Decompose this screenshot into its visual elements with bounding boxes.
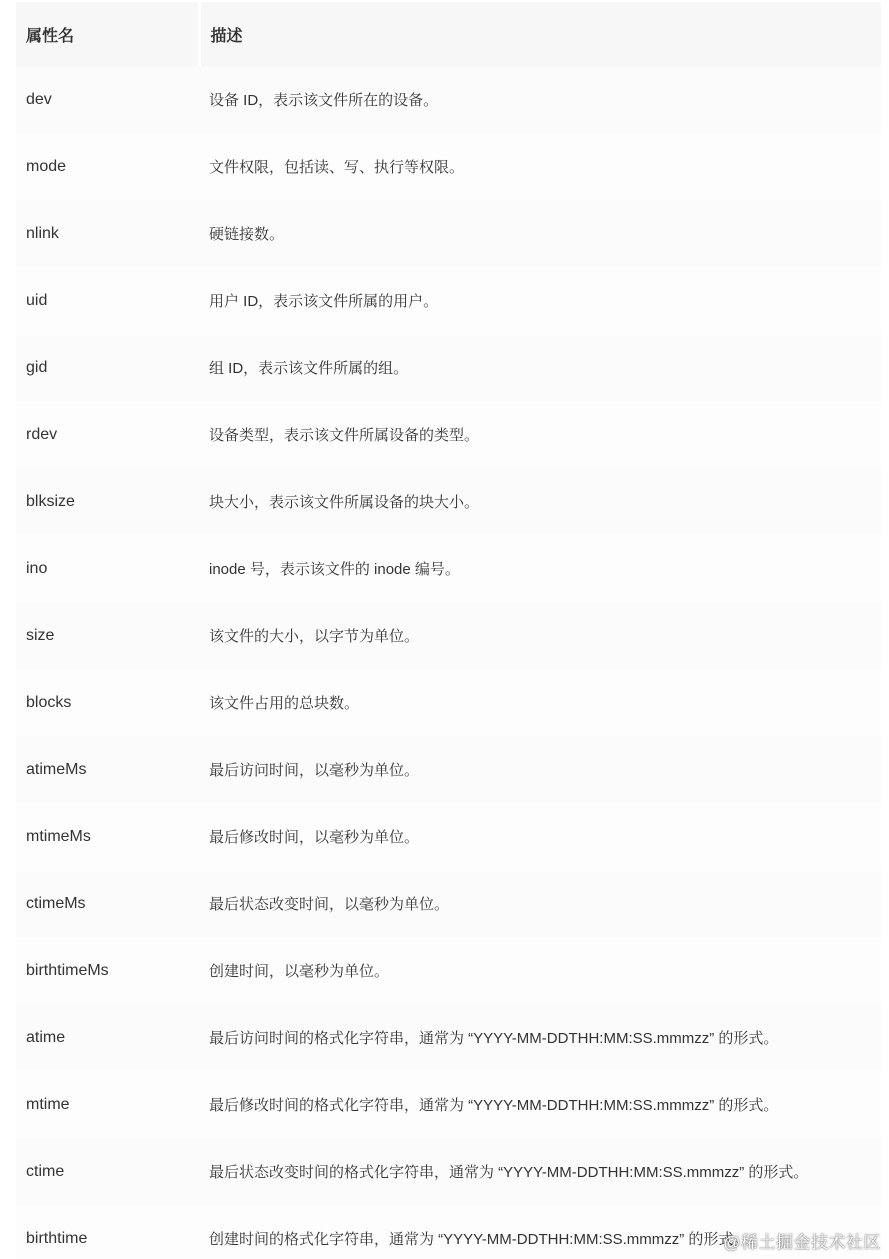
- attribute-name-cell: mtime: [26, 1095, 70, 1113]
- table-row: [16, 133, 881, 200]
- attribute-name-cell: mtimeMs: [26, 827, 91, 845]
- table-row: [16, 66, 881, 133]
- attribute-description-cell: 创建时间，以毫秒为单位。: [209, 963, 390, 980]
- attribute-description-cell: 最后修改时间的格式化字符串，通常为 “YYYY-MM-DDTHH:MM:SS.mmmzz” 的形式。: [209, 1097, 779, 1114]
- attribute-name-cell: ino: [26, 559, 48, 577]
- table-row: [16, 736, 881, 803]
- attribute-description-cell: 该文件占用的总块数。: [209, 695, 360, 712]
- attribute-name-cell: ctimeMs: [26, 894, 86, 912]
- table-header: [16, 2, 881, 66]
- attribute-name-cell: blocks: [26, 693, 72, 711]
- attribute-description-cell: 创建时间的格式化字符串，通常为 “YYYY-MM-DDTHH:MM:SS.mmmzz” 的形式。: [209, 1231, 749, 1248]
- attribute-description-cell: 最后状态改变时间的格式化字符串，通常为 “YYYY-MM-DDTHH:MM:SS.mmmzz” 的形式。: [209, 1164, 809, 1181]
- attribute-description-cell: 文件权限，包括读、写、执行等权限。: [209, 159, 465, 176]
- attribute-name-cell: atime: [26, 1028, 66, 1046]
- attribute-description-cell: 最后访问时间的格式化字符串，通常为 “YYYY-MM-DDTHH:MM:SS.mmmzz” 的形式。: [209, 1030, 779, 1047]
- attribute-description-cell: 最后修改时间，以毫秒为单位。: [209, 829, 420, 846]
- attribute-name-cell: gid: [26, 358, 48, 376]
- attribute-name-cell: birthtimeMs: [26, 961, 109, 979]
- attribute-name-cell: uid: [26, 291, 48, 309]
- attribute-description-cell: inode 号，表示该文件的 inode 编号。: [209, 561, 460, 578]
- table-body: [16, 66, 881, 1259]
- attribute-description-cell: 最后状态改变时间，以毫秒为单位。: [209, 896, 450, 913]
- table-row: [16, 937, 881, 1004]
- table-row: [16, 200, 881, 267]
- attribute-description-cell: 该文件的大小，以字节为单位。: [209, 628, 420, 645]
- watermark: @稀土掘金技术社区: [723, 1233, 881, 1252]
- attribute-table: [16, 2, 881, 1259]
- table-row: [16, 468, 881, 535]
- attribute-description-cell: 硬链接数。: [209, 226, 285, 243]
- table-row: [16, 334, 881, 401]
- header-description: 描述: [210, 27, 243, 45]
- attribute-description-cell: 块大小，表示该文件所属设备的块大小。: [209, 494, 480, 511]
- attribute-description-cell: 组 ID，表示该文件所属的组。: [209, 360, 409, 377]
- attribute-name-cell: blksize: [26, 492, 75, 510]
- attribute-name-cell: dev: [26, 90, 52, 108]
- table-row: [16, 401, 881, 468]
- table-row: [16, 535, 881, 602]
- table-row: [16, 1004, 881, 1071]
- table-row: [16, 803, 881, 870]
- attribute-name-cell: size: [26, 626, 55, 644]
- attribute-name-cell: mode: [26, 157, 67, 175]
- attribute-name-cell: nlink: [26, 224, 59, 242]
- table-row: [16, 267, 881, 334]
- attribute-description-cell: 用户 ID，表示该文件所属的用户。: [209, 293, 439, 310]
- attribute-name-cell: birthtime: [26, 1229, 88, 1247]
- attribute-name-cell: ctime: [26, 1162, 65, 1180]
- attribute-name-cell: rdev: [26, 425, 58, 443]
- table-row: [16, 669, 881, 736]
- attribute-description-cell: 设备类型，表示该文件所属设备的类型。: [209, 427, 480, 444]
- attribute-description-cell: 最后访问时间，以毫秒为单位。: [209, 762, 420, 779]
- table-row: [16, 870, 881, 937]
- table-row: [16, 602, 881, 669]
- table-row: [16, 1138, 881, 1205]
- attribute-description-cell: 设备 ID，表示该文件所在的设备。: [209, 92, 439, 109]
- table-row: [16, 1071, 881, 1138]
- header-row: [16, 2, 881, 66]
- header-attribute-name: 属性名: [16, 2, 199, 66]
- attribute-name-cell: atimeMs: [26, 760, 87, 778]
